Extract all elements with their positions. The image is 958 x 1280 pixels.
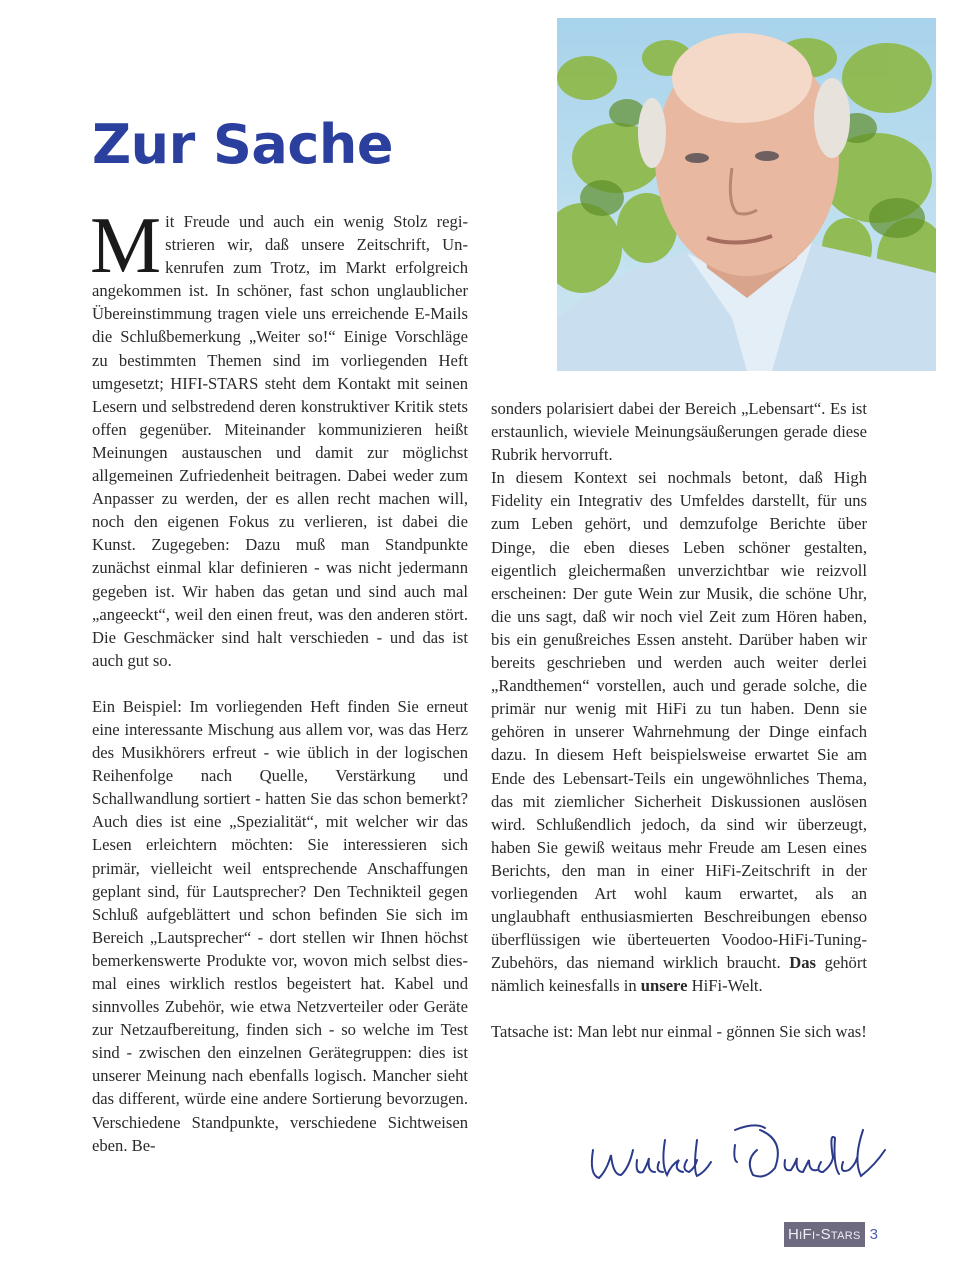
article-paragraph: Ein Beispiel: Im vorliegenden Heft finden Sie erneut eine interessante Mischung aus allem vor, was das Herz des Musikhörers erfreut - wie üblich in der logischen Reihenfolge nach Quelle, Verstärkung und Schallwandlung sortiert - hatten Sie das schon bemerkt? Auch dies ist eine „Spezialität“, mit welcher wir das Lesen erleichtern möchten: Sie interessieren sich primär, vielleicht weil entsprechende Anschaffungen geplant sind, für Lautsprecher? Den Technikteil gegen Schluß aufgeblättert und schon befinden Sie sich im Bereich „Lautsprecher“ - dort stellen wir Ihnen höchst bemerkenswerte Produkte vor, wovon mich selbst diesmal eines wirklich restlos begeistert hat. Kabel und sinnvolles Zubehör, wie etwa Netzverteiler oder Geräte zur Netzaufbereitung, finden sich - so welche im Test sind - zwischen den einzelnen Gerätegruppen: dies ist unserer Meinung nach ebenfalls logisch. Mancher sieht das different, würde eine andere Sortierung bevorzugen. Verschiedene Standpunkte, verschiedene Sichtweisen eben. Be- (92, 696, 468, 1155)
signature-icon (585, 1120, 895, 1190)
article-paragraph: sonders polarisiert dabei der Bereich „Lebensart“. Es ist erstaunlich, wieviele Meinungsäußerungen gerade diese Rubrik hervorruft. (491, 399, 867, 465)
closing-paragraph: Tatsache ist: Man lebt nur einmal - gönnen Sie sich was! (491, 1022, 867, 1042)
paragraph-text: HiFi-Welt. (691, 976, 763, 996)
page-title: Zur Sache (92, 113, 393, 176)
drop-cap: M (90, 202, 162, 290)
article-left-column (90, 202, 468, 1157)
article-paragraph (90, 202, 468, 672)
page-number: 3 (869, 1226, 878, 1243)
paragraph-text: gehört nämlich keinesfalls in (491, 953, 867, 996)
emphasis-text: unsere (640, 976, 688, 996)
emphasis-text: Das (789, 953, 816, 973)
hifi-stars-logo: HiFi-Stars (784, 1222, 865, 1247)
article-paragraph (491, 466, 867, 997)
paragraph-text: it Freude und auch ein wenig Stolz registrieren wir, daß unsere Zeitschrift, Unkenrufen zum Trotz, im Markt erfolgreich angekommen ist. In schöner, fast schon unglaublicher Übereinstimmung tragen viele uns erreichende E-Mails die Schlußbemerkung „Weiter so!“ Einige Vorschläge zu bestimmten Themen sind im vorliegenden Heft umgesetzt; HIFI-STARS steht dem Kontakt mit seinen Lesern und selbstredend deren konstruktiver Kritik stets offen gegenüber. Miteinander kommunizieren heißt Meinungen austauschen und damit zur möglichst allgemeinen Zufriedenheit beitragen. Dabei weder zum Anpasser zu werden, der es allen recht machen will, noch den eigenen Fokus zu verlieren, ist dabei die Kunst. Zugegeben: Dazu muß man Standpunkte zunächst einmal klar definieren - was nicht jedermann gegeben ist. Wir haben das getan und sind auch mal „angeeckt“, weil den einen freut, was den anderen stört. Die Geschmäcker sind halt verschieden - und das ist auch gut so. (92, 212, 468, 670)
author-portrait-photo (557, 18, 936, 371)
paragraph-text: In diesem Kontext sei nochmals betont, daß High Fidelity ein Integrativ des Umfeldes darstellt, für uns zum Leben gehört, und demzufolge Berichte über Dinge, die eben dieses Leben schöner gestalten, eigentlich gleichermaßen unverzichtbar wie reizvoll erscheinen: Der gute Wein zur Musik, die schöne Uhr, die uns sagt, daß wir noch viel Zeit zum Hören haben, bis ein genußreiches Essen ansteht. Darüber haben wir bereits geschrieben und werden auch weiter derlei „Randthemen“ vorstellen, auch und gerade solche, die primär nur wenig mit HiFi zu tun haben. Denn sie gehören in unserer Wahrnehmung der Dinge einfach dazu. In diesem Heft beispielsweise erwartet Sie am Ende des Lebensart-Teils ein ungewöhnliches Thema, das mit ziemlicher Sicherheit Diskussionen auslösen wird. Schlußendlich jedoch, da sind wir überzeugt, haben Sie gewiß weitaus mehr Freude am Lesen eines Berichts, den man in einer HiFi-Zeitschrift in der vorliegenden Art wohl kaum erwartet, als an unglaubhaft enthusiasmierten Beschreibungen ebenso überflüssigen wie überteuerten Voodoo-HiFi-Tuning-Zubehörs, das niemand wirklich braucht. (491, 468, 867, 973)
author-signature (585, 1120, 895, 1190)
page-footer (784, 1222, 878, 1247)
article-right-column (491, 397, 867, 1044)
portrait-image-icon (557, 18, 936, 371)
